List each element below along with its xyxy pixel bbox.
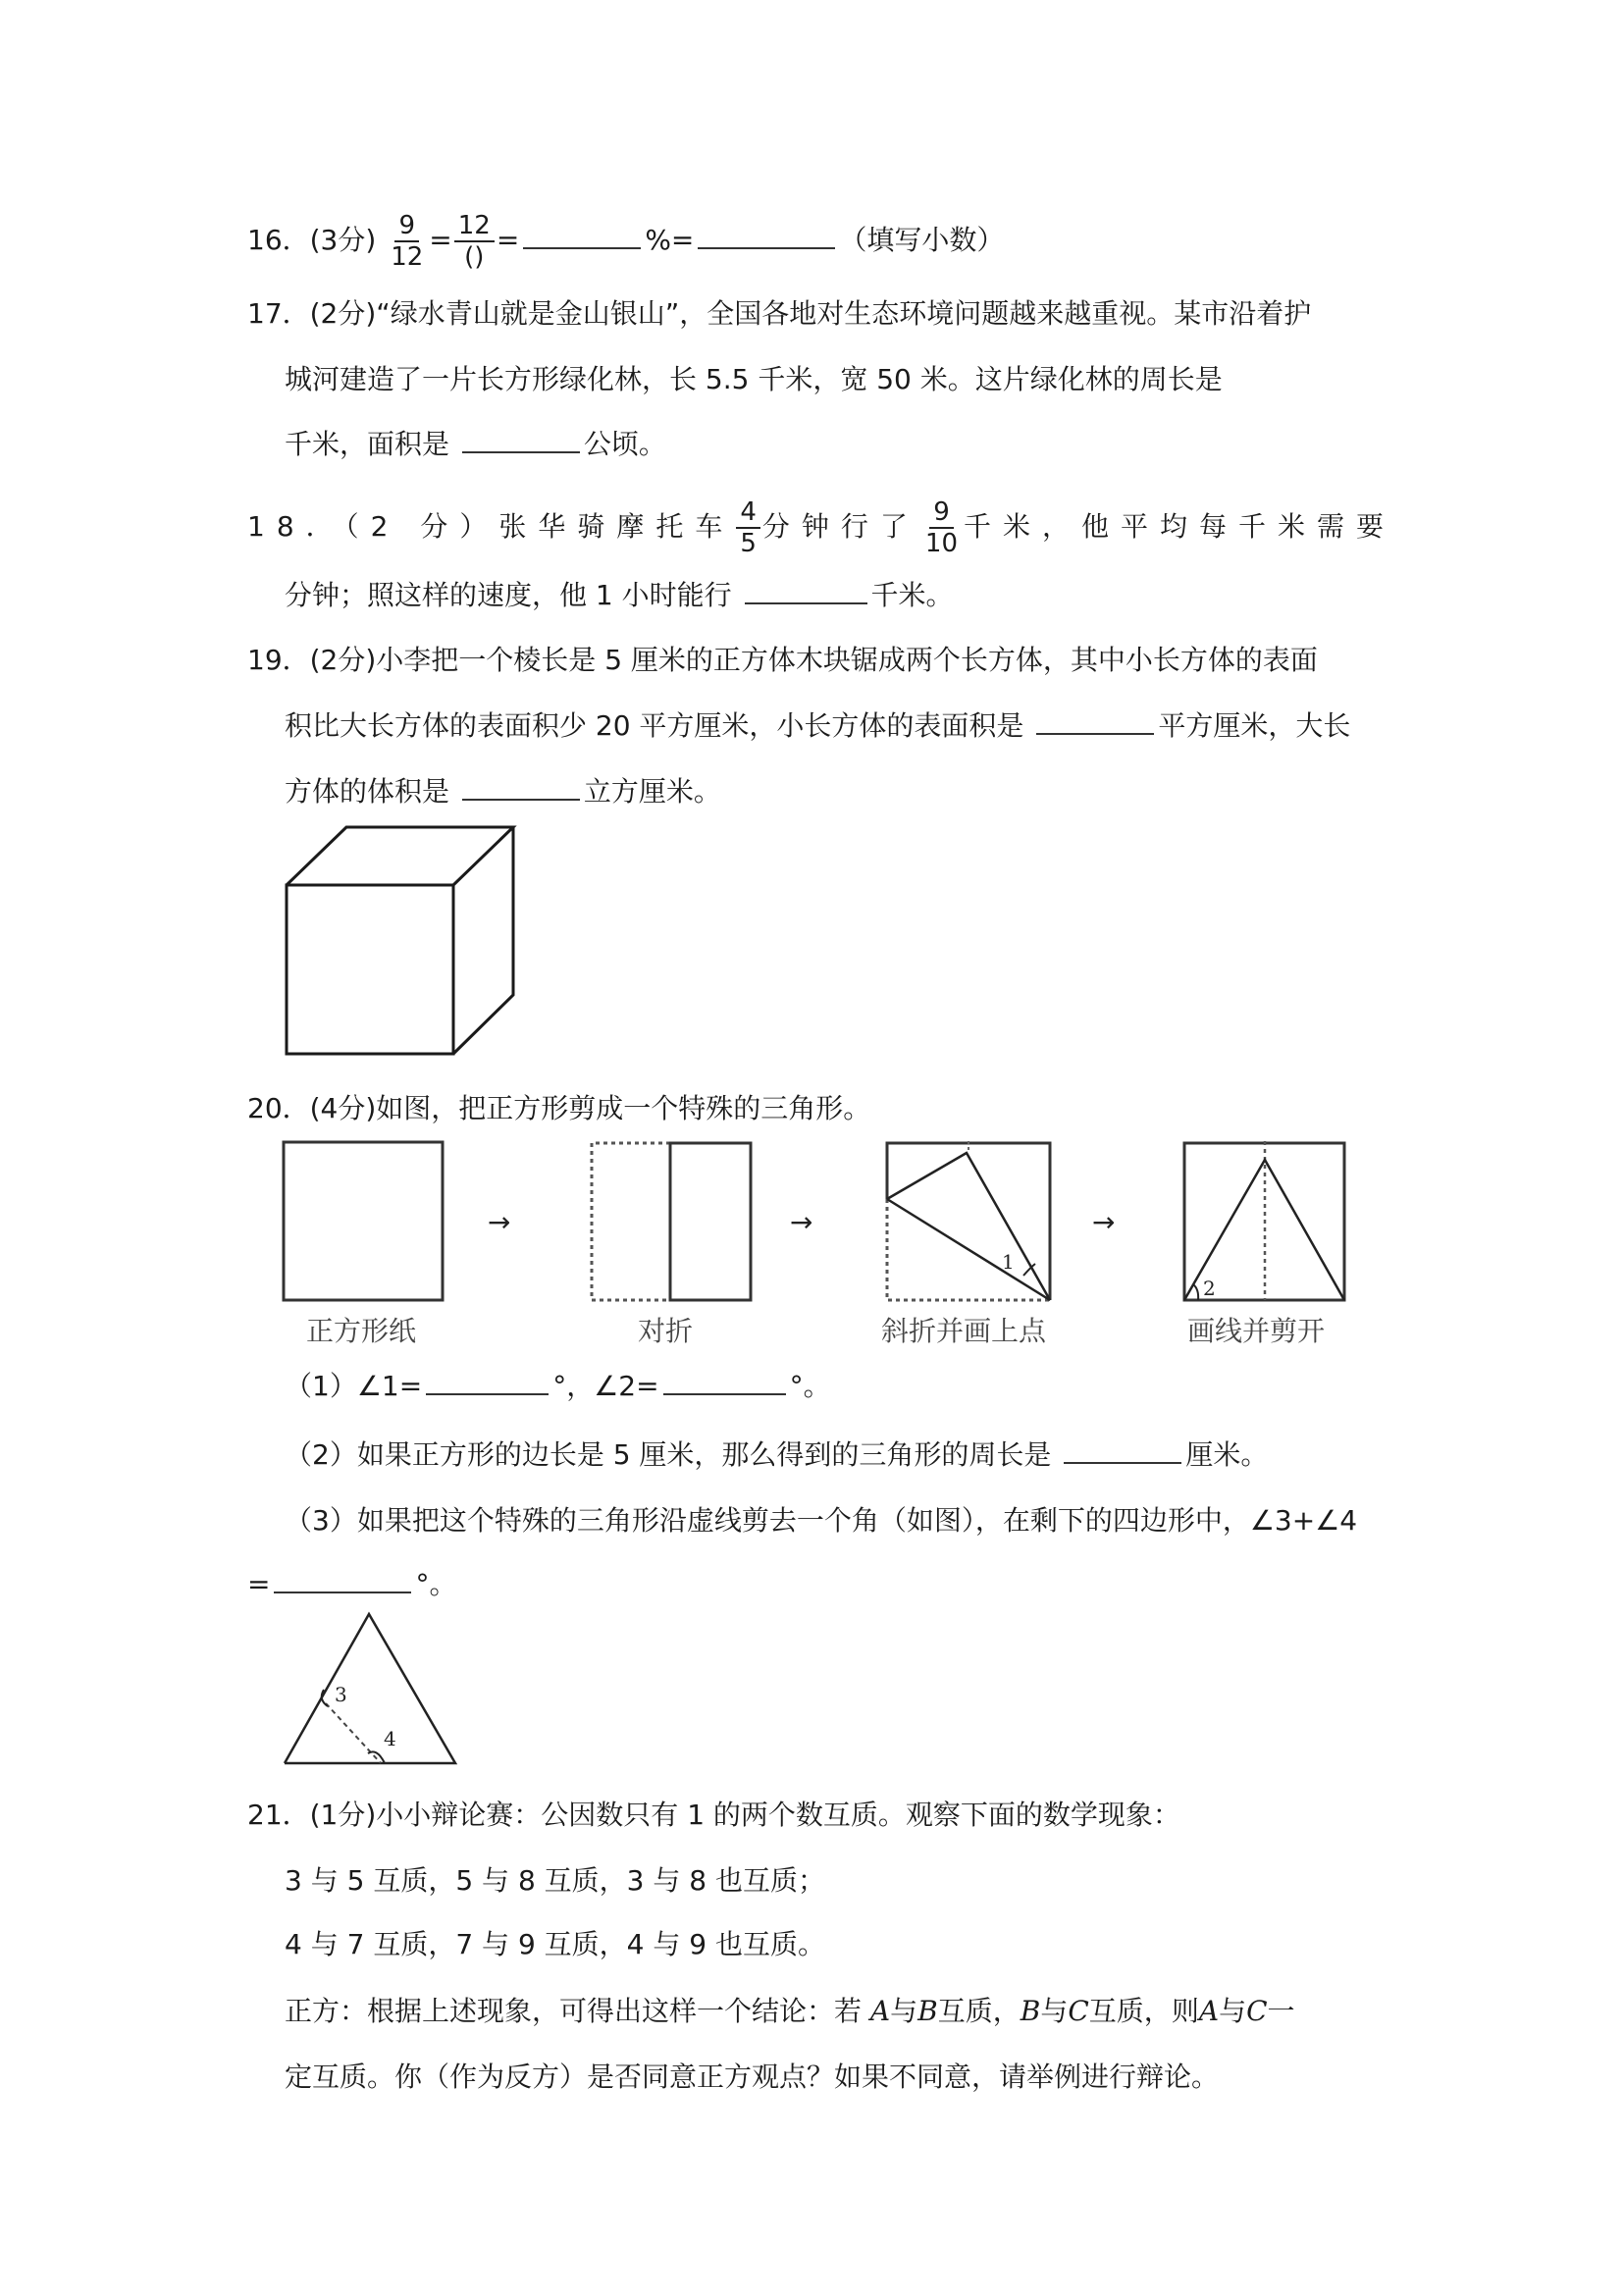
- question-17-line-2: 城河建造了一片长方形绿化林，长 5.5 千米，宽 50 米。这片绿化林的周长是: [285, 363, 1223, 395]
- question-21-line-5: 定互质。你（作为反方）是否同意正方观点？如果不同意，请举例进行辩论。: [285, 2061, 1220, 2093]
- question-18-line-1: 18．（2 分）张华骑摩托车 $\frac{4}{5}$ 分钟行了 $\frac{9}{10}$ 千米，他平均每千米需要: [247, 497, 1396, 558]
- step1-caption: 正方形纸: [306, 1315, 417, 1347]
- q16-percent-blank[interactable]: [523, 222, 641, 249]
- angle-2-arc: [1193, 1284, 1198, 1300]
- cube-front-face: [287, 885, 453, 1054]
- q18-fraction-1: $\frac{4}{5}$: [736, 497, 760, 558]
- q16-prefix: 16．(3分): [247, 224, 377, 256]
- question-18-line-2: 分钟；照这样的速度，他 1 小时能行 千米。: [285, 579, 954, 611]
- q16-decimal-blank[interactable]: [698, 222, 835, 249]
- question-20-sub-1: （1）∠1= °，∠2= °。: [285, 1370, 831, 1402]
- q16-fraction-1: $\frac{9}{12}$: [391, 211, 424, 272]
- q17-area-blank[interactable]: [462, 426, 580, 453]
- perimeter-blank[interactable]: [1064, 1436, 1181, 1464]
- angle-1-label: 1: [1002, 1250, 1015, 1274]
- question-21-line-3: 4 与 7 互质，7 与 9 互质，4 与 9 也互质。: [285, 1928, 825, 1960]
- cube-top-face: [287, 827, 513, 885]
- question-20-sub-3: （3）如果把这个特殊的三角形沿虚线剪去一个角（如图），在剩下的四边形中，∠3+∠4: [285, 1504, 1358, 1537]
- question-20-line-1: 20．(4分)如图，把正方形剪成一个特殊的三角形。: [247, 1092, 871, 1124]
- angle-3-label: 3: [335, 1683, 347, 1706]
- question-19-line-3: 方体的体积是 立方厘米。: [285, 775, 721, 808]
- cut-triangle-figure: [275, 1609, 471, 1776]
- step1-square-figure: [280, 1138, 456, 1315]
- question-17-line-3: 千米，面积是 公顷。: [285, 428, 666, 460]
- angle-4-label: 4: [384, 1727, 396, 1750]
- question-21-line-1: 21．(1分)小小辩论赛：公因数只有 1 的两个数互质。观察下面的数学现象：: [247, 1799, 1180, 1831]
- question-19-line-2: 积比大长方体的表面积少 20 平方厘米，小长方体的表面积是 平方厘米，大长: [285, 709, 1351, 742]
- q18-fraction-2: $\frac{9}{10}$: [924, 497, 959, 558]
- arrow-3-icon: →: [1092, 1206, 1116, 1238]
- step3-caption: 斜折并画上点: [881, 1315, 1047, 1347]
- q19-surface-blank[interactable]: [1036, 707, 1154, 735]
- question-21-line-4: 正方：根据上述现象，可得出这样一个结论：若 A与B互质，B与C互质，则A与C一: [285, 1995, 1295, 2027]
- angle-1-blank[interactable]: [426, 1368, 549, 1395]
- q19-volume-blank[interactable]: [462, 773, 580, 801]
- question-20-sub-3-answer: = °。: [247, 1568, 457, 1600]
- step3-diagonal-fold-figure: [878, 1138, 1065, 1315]
- q16-fraction-2: $\frac{12}{()}$: [454, 211, 495, 272]
- arrow-1-icon: →: [488, 1206, 511, 1238]
- step4-caption: 画线并剪开: [1187, 1315, 1326, 1347]
- question-19-line-1: 19．(2分)小李把一个棱长是 5 厘米的正方体木块锯成两个长方体，其中小长方体的表面: [247, 644, 1318, 676]
- step4-cut-figure: [1178, 1138, 1354, 1315]
- step2-caption: 对折: [638, 1315, 694, 1347]
- question-16: 16．(3分) $\frac{9}{12}$ = $\frac{12}{()}$ = %= （填写小数）: [247, 211, 1005, 272]
- angle-sum-blank[interactable]: [274, 1566, 411, 1593]
- cube-side-face: [453, 827, 513, 1054]
- step2-fold-figure: [584, 1138, 760, 1315]
- question-20-sub-2: （2）如果正方形的边长是 5 厘米，那么得到的三角形的周长是 厘米。: [285, 1438, 1269, 1471]
- angle-2-label: 2: [1203, 1277, 1216, 1300]
- question-21-line-2: 3 与 5 互质，5 与 8 互质，3 与 8 也互质；: [285, 1864, 825, 1897]
- angle-2-blank[interactable]: [663, 1368, 786, 1395]
- cube-figure: [280, 824, 525, 1070]
- arrow-2-icon: →: [790, 1206, 813, 1238]
- question-17-line-1: 17．(2分)“绿水青山就是金山银山”，全国各地对生态环境问题越来越重视。某市沿着护: [247, 297, 1312, 330]
- q18-distance-blank[interactable]: [745, 577, 867, 604]
